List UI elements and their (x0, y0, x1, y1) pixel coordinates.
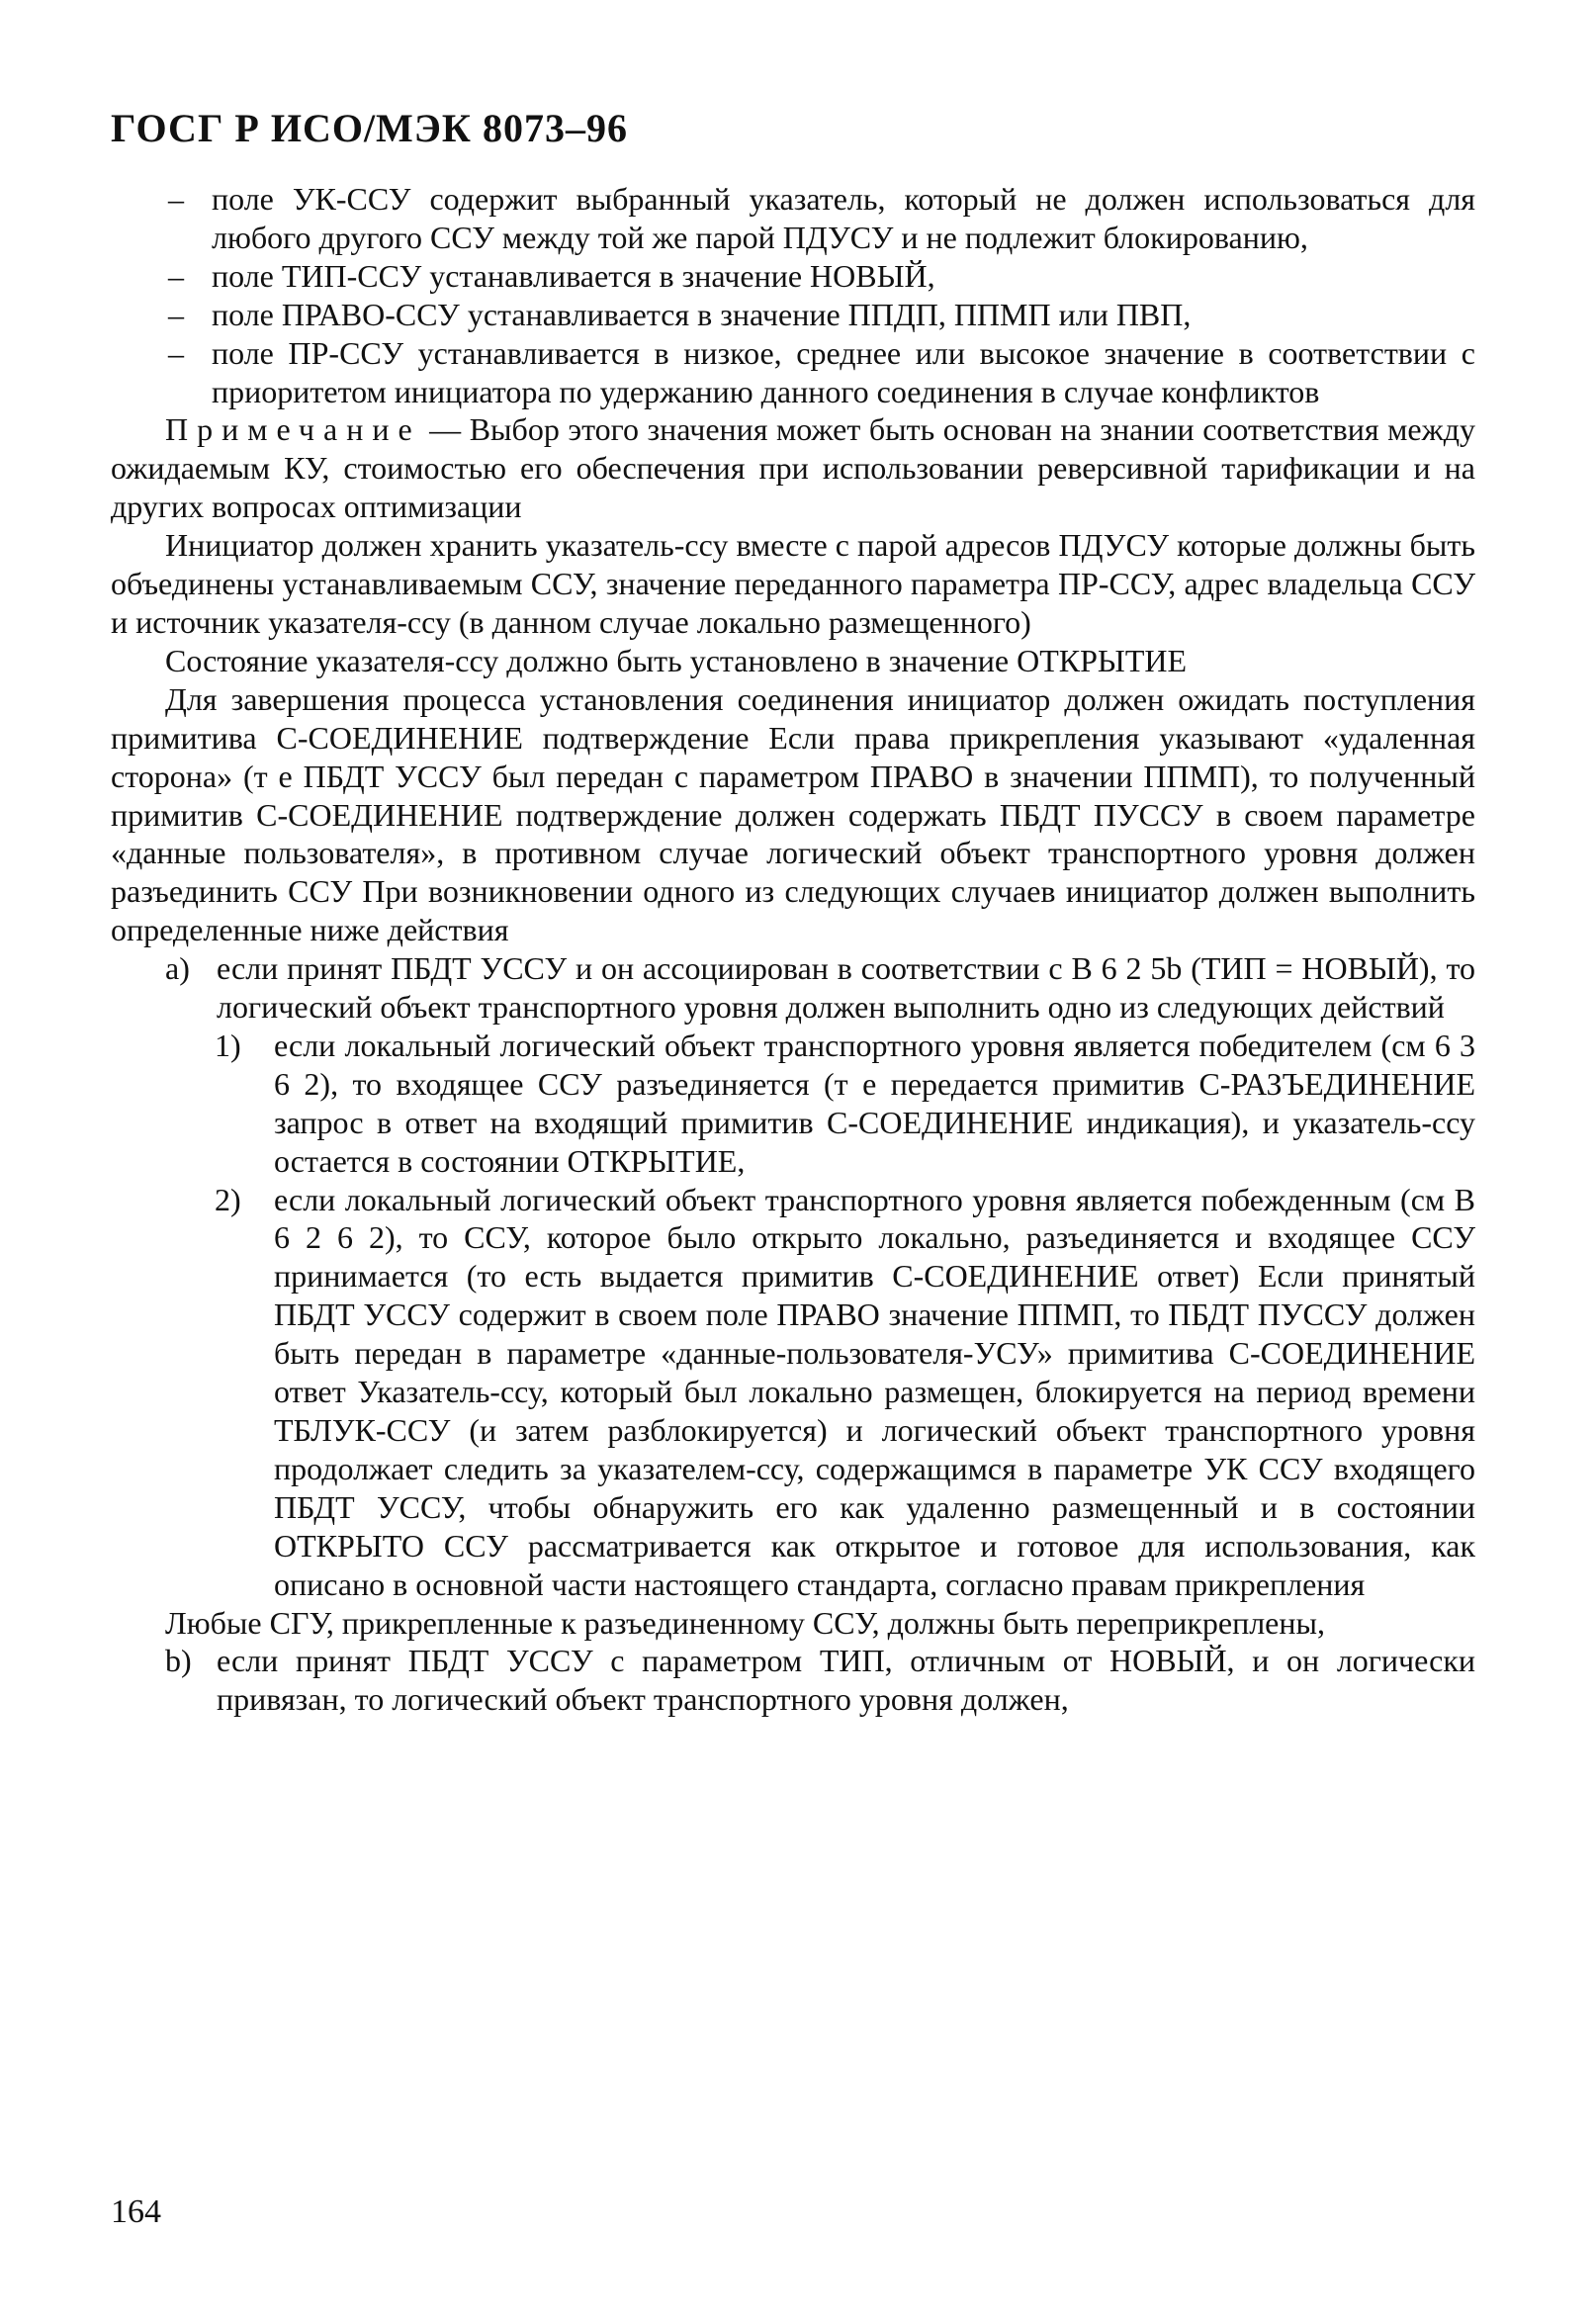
page-number: 164 (111, 2193, 161, 2230)
list-marker-b: b) (165, 1643, 192, 1679)
dash-marker: – (168, 257, 184, 294)
sub-list-item-2-text: если локальный логический объект транспортного уровня является побежденным (см В 6 2 6 2), то ССУ, которое было открыто локально, разъединяется и входящее ССУ принимается (то есть выдается примитив С-СОЕДИНЕНИЕ ответ) Если принятый ПБДТ УССУ содержит в своем поле ПРАВО значение ППМП, то ПБДТ ПУССУ должен быть передан в параметре «данные-пользователя-УСУ» примитива С-СОЕДИНЕНИЕ ответ Указатель-ссу, который был локально размещен, блокируется на период времени ТБЛУК-ССУ (и затем разблокируется) и логический объект транспортного уровня продолжает следить за указателем-ссу, содержащимся в параметре УК ССУ входящего ПБДТ УССУ, чтобы обнаружить его как удаленно размещенный и в состоянии ОТКРЫТО ССУ рассматривается как открытое и готовое для использования, как описано в основной части настоящего стандарта, согласно правам прикрепления (274, 1181, 1475, 1602)
document-header: ГОСГ Р ИСО/МЭК 8073–96 (111, 106, 628, 150)
dash-item-text: поле ТИП-ССУ устанавливается в значение НОВЫЙ, (212, 257, 935, 294)
body-text (111, 180, 1475, 1719)
list-item-a (111, 949, 1475, 1027)
sub-list-marker-2: 2) (215, 1181, 241, 1217)
dash-list-item (111, 257, 1475, 296)
dash-item-text: поле ПРАВО-ССУ устанавливается в значение ППДП, ППМП или ПВП, (212, 296, 1192, 332)
sub-list-item-1-text: если локальный логический объект транспортного уровня является победителем (см 6 3 6 2), то входящее ССУ разъединяется (т е передается примитив С-РАЗЪЕДИНЕНИЕ запрос в ответ на входящий примитив С-СОЕДИНЕНИЕ индикация), и указатель-ссу остается в состоянии ОТКРЫТИЕ, (274, 1027, 1475, 1179)
list-marker-a: a) (165, 950, 190, 987)
sub-list-item-1 (111, 1027, 1475, 1181)
list-item-b (111, 1642, 1475, 1719)
body-paragraph: Инициатор должен хранить указатель-ссу вместе с парой адресов ПДУСУ которые должны быть объединены устанавливаемым ССУ, значение переданного параметра ПР-ССУ, адрес владельца ССУ и источник указателя-ссу (в данном случае локально размещенного) (111, 527, 1475, 640)
list-item-b-text: если принят ПБДТ УССУ с параметром ТИП, отличным от НОВЫЙ, и он логически привязан, то логический объект транспортного уровня должен, (217, 1643, 1475, 1718)
body-paragraph: Для завершения процесса установления соединения инициатор должен ожидать поступления примитива С-СОЕДИНЕНИЕ подтверждение Если права прикрепления указывают «удаленная сторона» (т е ПБДТ УССУ был передан с параметром ПРАВО в значении ППМП), то полученный примитив С-СОЕДИНЕНИЕ подтверждение должен содержать ПБДТ ПУССУ в своем параметре «данные пользователя», в противном случае логический объект транспортного уровня должен разъединить ССУ При возникновении одного из следующих случаев инициатор должен выполнить определенные ниже действия (111, 680, 1475, 948)
body-paragraph: Любые СГУ, прикрепленные к разъединенному ССУ, должны быть переприкреплены, (165, 1604, 1325, 1641)
list-item-a-text: если принят ПБДТ УССУ и он ассоциирован в соответствии с В 6 2 5b (ТИП = НОВЫЙ), то логический объект транспортного уровня должен выполнить одно из следующих действий (217, 950, 1475, 1026)
note-paragraph (111, 410, 1475, 526)
dash-item-text: поле ПР-ССУ устанавливается в низкое, среднее или высокое значение в соответствии с приоритетом инициатора по удержанию данного соединения в случае конфликтов (212, 334, 1475, 409)
dash-marker: – (168, 334, 184, 371)
note-text: — Выбор этого значения может быть основан на знании соответствия между ожидаемым КУ, стоимостью его обеспечения при использовании реверсивной тарификации и на других вопросах оптимизации (111, 411, 1475, 525)
note-label: Примечание (165, 411, 421, 448)
body-paragraph: Состояние указателя-ссу должно быть установлено в значение ОТКРЫТИЕ (165, 642, 1188, 678)
dash-marker: – (168, 181, 184, 217)
dash-list-item (111, 296, 1475, 334)
dash-item-text: поле УК-ССУ содержит выбранный указатель, который не должен использоваться для любого другого ССУ между той же парой ПДУСУ и не подлежит блокированию, (212, 181, 1475, 255)
sub-list-marker-1: 1) (215, 1027, 241, 1063)
sub-list-item-2 (111, 1181, 1475, 1604)
dash-list-item (111, 334, 1475, 411)
dash-marker: – (168, 296, 184, 332)
dash-list-item (111, 180, 1475, 257)
